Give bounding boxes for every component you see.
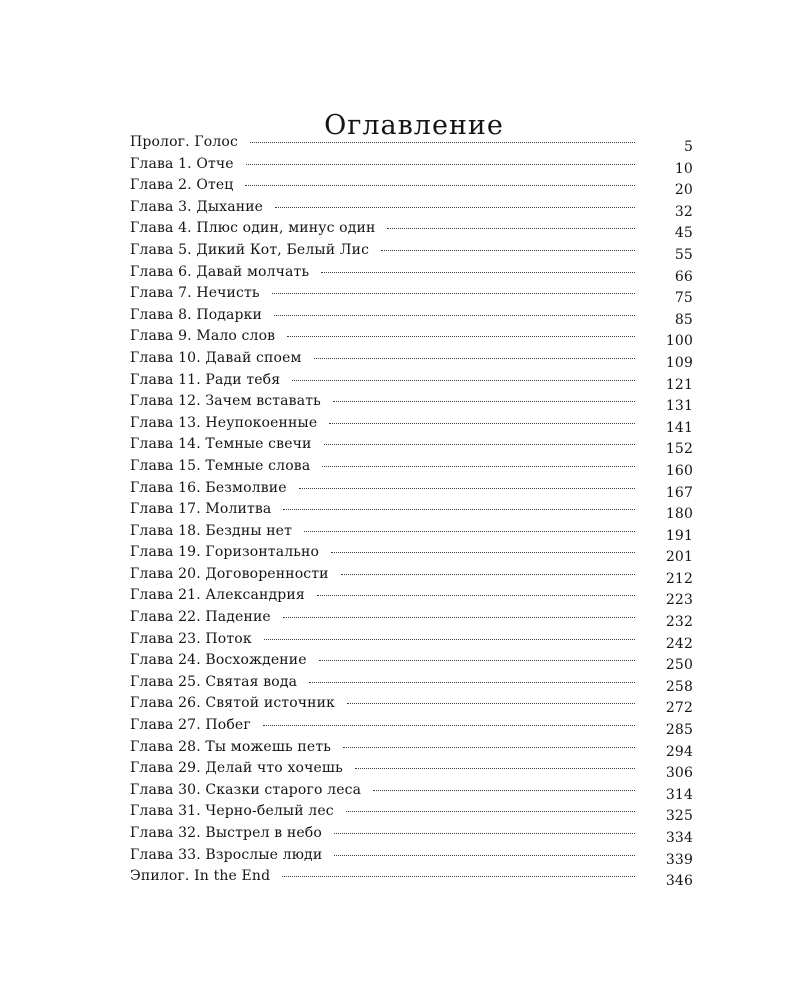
toc-entry-page-number: 258 (665, 678, 693, 695)
toc-entry-page-number: 250 (665, 657, 693, 674)
dot-leader (246, 163, 635, 165)
dot-leader (292, 379, 635, 381)
toc-entry-title: Глава 16. Безмолвие (130, 479, 287, 496)
toc-entry (130, 413, 693, 435)
toc-entry-title: Глава 31. Черно-белый лес (130, 803, 334, 820)
toc-entry (130, 585, 693, 607)
toc-entry-title: Глава 30. Сказки старого леса (130, 781, 362, 798)
toc-entry (130, 715, 693, 737)
toc-entry (130, 650, 693, 672)
dot-leader (347, 702, 635, 704)
toc-entry-page-number: 294 (665, 743, 693, 760)
toc-entry (130, 434, 693, 456)
toc-entry (130, 693, 693, 715)
toc-entry (130, 218, 693, 240)
dot-leader (355, 767, 635, 769)
toc-entry-page-number: 339 (665, 851, 693, 868)
dot-leader (283, 616, 635, 618)
toc-entry-title: Глава 32. Выстрел в небо (130, 825, 322, 841)
toc-entry-title: Глава 27. Побег (130, 717, 251, 734)
toc-entry (130, 456, 693, 478)
dot-leader (343, 746, 635, 748)
toc-entry-title: Глава 15. Темные слова (130, 457, 311, 474)
toc-entry-title: Глава 3. Дыхание (130, 198, 264, 215)
dot-leader (319, 659, 635, 661)
dot-leader (324, 443, 635, 445)
toc-entry-title: Глава 20. Договоренности (130, 565, 329, 582)
toc-entry (130, 348, 693, 370)
dot-leader (304, 530, 635, 532)
toc-entry-page-number: 167 (665, 484, 693, 501)
toc-entry-page-number: 85 (674, 311, 693, 328)
toc-entry-page-number: 109 (665, 354, 693, 371)
dot-leader (329, 422, 635, 424)
toc-entry (130, 737, 693, 759)
toc-entry (130, 564, 693, 586)
toc-entry-page-number: 285 (665, 722, 693, 739)
dot-leader (272, 292, 635, 294)
dot-leader (317, 594, 635, 596)
toc-entry (130, 823, 693, 845)
toc-entry-page-number: 66 (674, 268, 693, 285)
toc-entry (130, 154, 693, 176)
toc-entry-page-number: 201 (665, 549, 693, 566)
toc-entry (130, 175, 693, 197)
toc-entry-title: Глава 23. Поток (130, 630, 252, 647)
toc-entry (130, 370, 693, 392)
toc-entry-page-number: 45 (674, 225, 693, 242)
dot-leader (309, 681, 635, 683)
toc-entry-page-number: 20 (674, 182, 693, 199)
toc-entry (130, 240, 693, 262)
toc-entry-title: Глава 24. Восхождение (130, 652, 307, 669)
toc-entry (130, 542, 693, 564)
toc-entry-page-number: 141 (665, 419, 693, 436)
toc-entry (130, 521, 693, 543)
toc-entry-page-number: 131 (665, 398, 693, 415)
toc-entry (130, 326, 693, 348)
dot-leader (387, 227, 635, 229)
toc-entry (130, 845, 693, 867)
toc-entry-page-number: 223 (665, 592, 693, 609)
toc-entry-page-number: 242 (665, 635, 693, 652)
toc-entry-title: Глава 18. Бездны нет (130, 522, 293, 539)
dot-leader (274, 314, 635, 316)
dot-leader (314, 357, 635, 359)
toc-entry (130, 866, 693, 888)
dot-leader (341, 573, 635, 575)
toc-entry (130, 305, 693, 327)
toc-entry (130, 672, 693, 694)
dot-leader (250, 141, 635, 143)
dot-leader (245, 184, 635, 186)
toc-entry-page-number: 191 (665, 527, 693, 544)
toc-entry-page-number: 75 (674, 290, 693, 307)
toc-entry-title: Глава 29. Делай что хочешь (130, 760, 343, 777)
toc-entry-title: Глава 19. Горизонтально (130, 544, 320, 561)
toc-entry-page-number: 346 (665, 873, 693, 890)
toc-entry-title: Глава 9. Мало слов (130, 328, 276, 345)
dot-leader (331, 551, 635, 553)
toc-entry-title: Глава 25. Святая вода (130, 673, 298, 690)
toc-entry-title: Глава 7. Нечисть (130, 285, 260, 302)
dot-leader (299, 487, 635, 489)
dot-leader (264, 638, 635, 640)
toc-entry-title: Пролог. Голос (130, 134, 238, 150)
toc-entry-page-number: 180 (665, 506, 693, 523)
toc-entry (130, 758, 693, 780)
toc-entry (130, 478, 693, 500)
dot-leader (334, 832, 635, 834)
toc-entry-title: Глава 28. Ты можешь петь (130, 738, 331, 755)
toc-entry-title: Глава 10. Давай споем (130, 349, 302, 366)
dot-leader (282, 875, 635, 877)
toc-entry-page-number: 325 (665, 808, 693, 825)
toc-entry-title: Глава 13. Неупокоенные (130, 414, 318, 431)
toc-entry-page-number: 334 (665, 830, 693, 846)
toc-entry-title: Глава 33. Взрослые люди (130, 846, 323, 863)
dot-leader (346, 810, 635, 812)
dot-leader (283, 508, 635, 510)
dot-leader (275, 206, 635, 208)
toc-entry-title: Глава 26. Святой источник (130, 695, 336, 712)
dot-leader (263, 724, 635, 726)
toc-entry-title: Глава 5. Дикий Кот, Белый Лис (130, 241, 370, 258)
toc-entry-page-number: 10 (674, 160, 693, 177)
dot-leader (333, 400, 635, 402)
toc-entry-page-number: 212 (665, 570, 693, 587)
toc-entry-page-number: 55 (674, 246, 693, 263)
toc-entry-title: Глава 11. Ради тебя (130, 371, 281, 388)
dot-leader (322, 465, 635, 467)
toc-entry-title: Глава 2. Отец (130, 177, 234, 194)
toc-entry (130, 391, 693, 413)
dot-leader (321, 271, 635, 273)
toc-entry-title: Глава 17. Молитва (130, 501, 272, 518)
page-title: Оглавление (324, 110, 504, 142)
table-of-contents (130, 132, 693, 888)
toc-entry-page-number: 160 (665, 462, 693, 479)
dot-leader (287, 335, 635, 337)
toc-entry (130, 607, 693, 629)
toc-entry-title: Эпилог. In the End (130, 868, 271, 885)
toc-entry-title: Глава 4. Плюс один, минус один (130, 220, 376, 237)
toc-entry-title: Глава 14. Темные свечи (130, 436, 312, 453)
toc-entry (130, 283, 693, 305)
toc-entry-title: Глава 12. Зачем вставать (130, 393, 321, 410)
toc-entry-page-number: 100 (665, 333, 693, 350)
toc-entry (130, 262, 693, 284)
toc-entry (130, 132, 693, 154)
toc-entry-page-number: 32 (674, 203, 693, 220)
toc-entry-title: Глава 21. Александрия (130, 587, 305, 604)
toc-entry-page-number: 306 (665, 765, 693, 782)
toc-entry (130, 780, 693, 802)
dot-leader (334, 854, 635, 856)
toc-entry-page-number: 314 (665, 786, 693, 803)
toc-entry (130, 801, 693, 823)
toc-entry-title: Глава 1. Отче (130, 155, 234, 172)
toc-entry-title: Глава 8. Подарки (130, 306, 263, 323)
dot-leader (381, 249, 635, 251)
toc-entry-page-number: 232 (665, 614, 693, 631)
toc-entry-title: Глава 22. Падение (130, 609, 271, 626)
toc-entry (130, 499, 693, 521)
toc-entry-page-number: 272 (665, 700, 693, 717)
toc-entry-page-number: 152 (665, 441, 693, 458)
toc-entry (130, 197, 693, 219)
toc-entry (130, 629, 693, 651)
dot-leader (373, 789, 635, 791)
toc-entry-page-number: 5 (683, 139, 693, 155)
toc-entry-title: Глава 6. Давай молчать (130, 263, 310, 280)
toc-entry-page-number: 121 (665, 376, 693, 393)
